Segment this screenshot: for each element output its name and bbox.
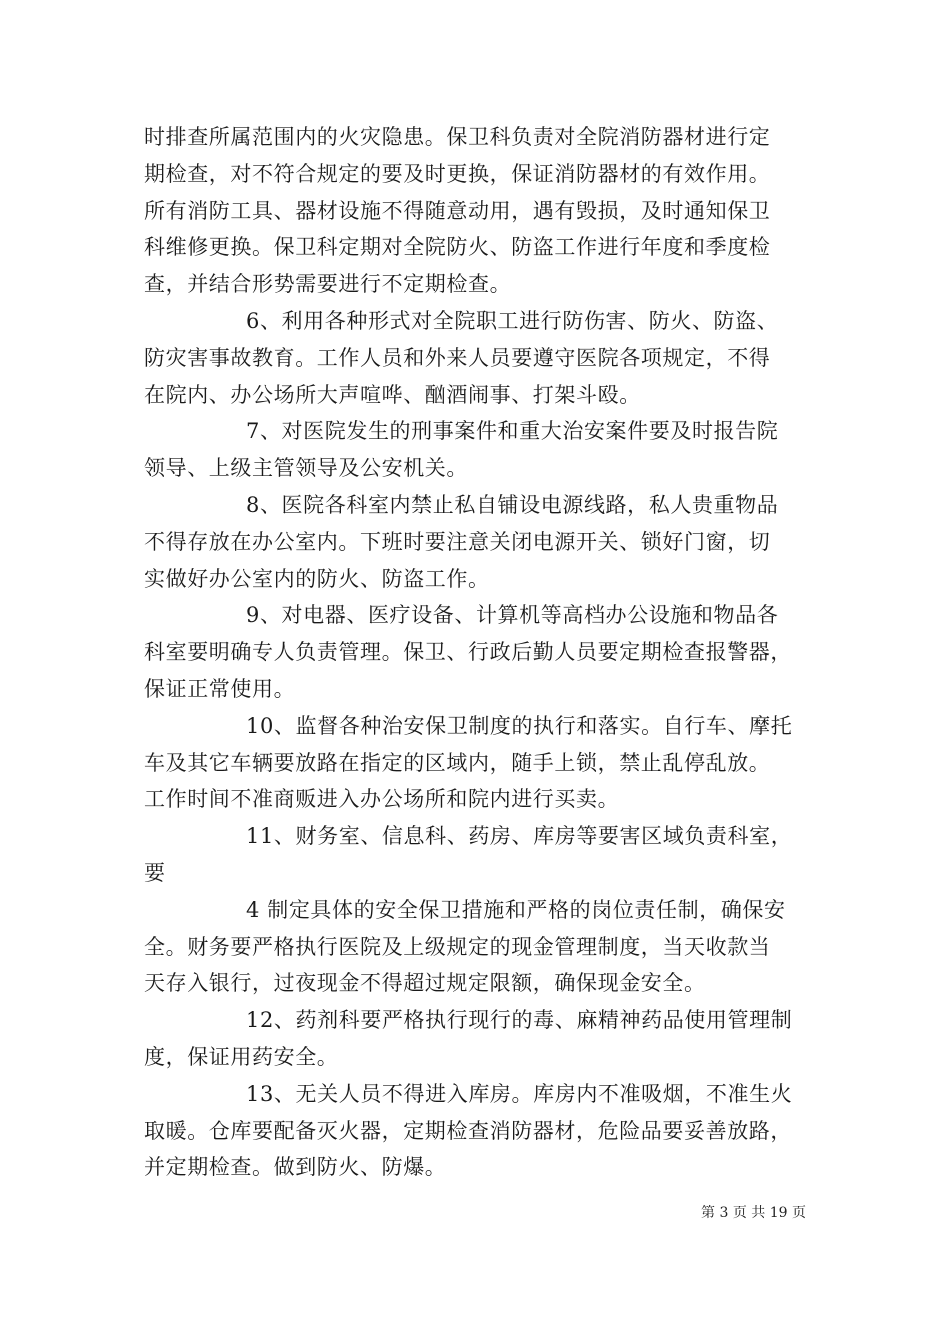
text-line: 车及其它车辆要放路在指定的区域内，随手上锁，禁止乱停乱放。 bbox=[144, 750, 771, 775]
body-text bbox=[144, 119, 808, 1186]
text-line: 期检查，对不符合规定的要及时更换，保证消防器材的有效作用。 bbox=[144, 161, 771, 186]
text-line: 不得存放在办公室内。下班时要注意关闭电源开关、锁好门窗，切 bbox=[144, 529, 771, 554]
text-line: 天存入银行，过夜现金不得超过规定限额，确保现金安全。 bbox=[144, 971, 706, 996]
text-line: 7、对医院发生的刑事案件和重大治安案件要及时报告院 bbox=[246, 419, 779, 444]
text-line: 12、药剂科要严格执行现行的毒、麻精神药品使用管理制 bbox=[246, 1008, 793, 1033]
text-line: 科室要明确专人负责管理。保卫、行政后勤人员要定期检查报警器， bbox=[144, 640, 792, 665]
text-line: 防灾害事故教育。工作人员和外来人员要遵守医院各项规定，不得 bbox=[144, 345, 771, 370]
text-line: 工作时间不准商贩进入办公场所和院内进行买卖。 bbox=[144, 787, 620, 812]
text-line: 8、医院各科室内禁止私自铺设电源线路，私人贵重物品 bbox=[246, 492, 779, 517]
text-line: 6、利用各种形式对全院职工进行防伤害、防火、防盗、 bbox=[246, 308, 779, 333]
text-line: 10、监督各种治安保卫制度的执行和落实。自行车、摩托 bbox=[246, 713, 793, 738]
text-line: 并定期检查。做到防火、防爆。 bbox=[144, 1155, 447, 1180]
text-line: 保证正常使用。 bbox=[144, 676, 296, 701]
text-line: 科维修更换。保卫科定期对全院防火、防盗工作进行年度和季度检 bbox=[144, 235, 771, 260]
text-line: 在院内、办公场所大声喧哗、酗酒闹事、打架斗殴。 bbox=[144, 382, 641, 407]
page-number: 第 3 页 共 19 页 bbox=[701, 1205, 806, 1221]
text-line: 13、无关人员不得进入库房。库房内不准吸烟，不准生火 bbox=[246, 1081, 793, 1106]
text-line: 度，保证用药安全。 bbox=[144, 1044, 339, 1069]
text-line: 全。财务要严格执行医院及上级规定的现金管理制度，当天收款当 bbox=[144, 934, 771, 959]
text-line: 查，并结合形势需要进行不定期检查。 bbox=[144, 272, 512, 297]
text-line: 取暖。仓库要配备灭火器，定期检查消防器材，危险品要妥善放路， bbox=[144, 1118, 792, 1143]
text-line: 要 bbox=[144, 860, 166, 885]
text-line: 所有消防工具、器材设施不得随意动用，遇有毁损，及时通知保卫 bbox=[144, 198, 771, 223]
text-line: 时排查所属范围内的火灾隐患。保卫科负责对全院消防器材进行定 bbox=[144, 125, 771, 149]
text-line: 4 制定具体的安全保卫措施和严格的岗位责任制，确保安 bbox=[246, 897, 786, 922]
text-line: 11、财务室、信息科、药房、库房等要害区域负责科室， bbox=[246, 824, 793, 849]
text-line: 9、对电器、医疗设备、计算机等高档办公设施和物品各 bbox=[246, 603, 779, 628]
text-line: 实做好办公室内的防火、防盗工作。 bbox=[144, 566, 490, 591]
text-line: 领导、上级主管领导及公安机关。 bbox=[144, 456, 468, 481]
